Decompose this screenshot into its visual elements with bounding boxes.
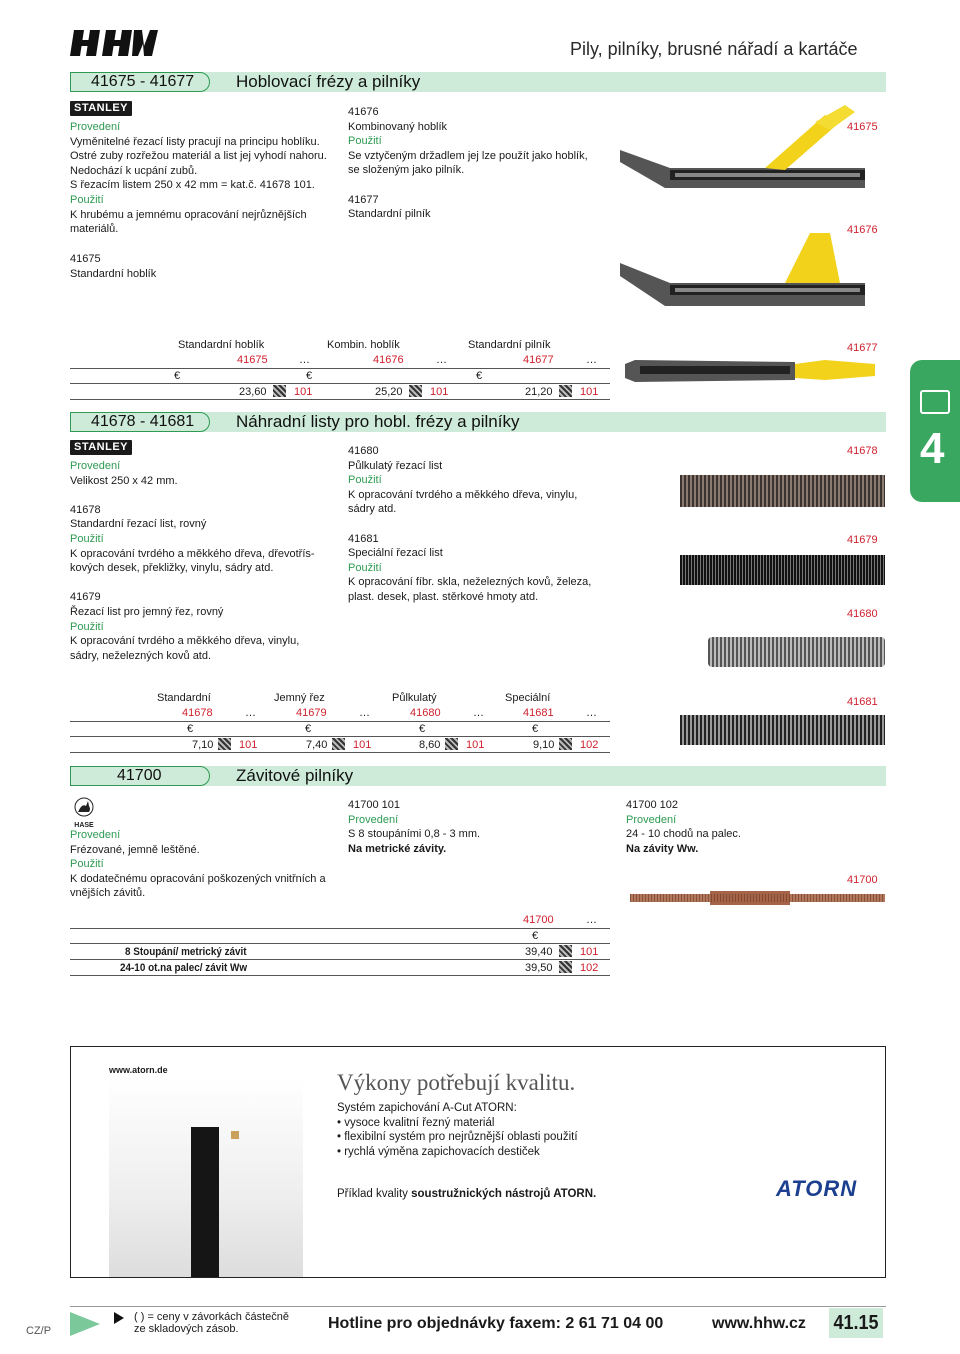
text-line: 24 - 10 chodů na palec. [626,828,741,841]
text-line: Provedení [626,813,677,826]
ellipsis: … [299,354,310,366]
text-line: vnějších závitů. [70,887,146,900]
qr-icon [445,738,458,750]
variant-code: 101 [353,739,372,751]
text-line: Standardní pilník [348,208,431,221]
table-code: 41681 [523,707,554,719]
variant-code: 101 [580,386,599,398]
page-number: 41.15 [829,1308,883,1338]
text-line: materiálů. [70,223,119,236]
currency: € [532,930,539,942]
text-line: Řezací list pro jemný řez, rovný [70,605,224,618]
ad-caption [337,1187,596,1202]
currency: € [305,723,312,735]
sec3-left-text [70,828,326,901]
footer-note [134,1311,289,1335]
text-line [70,576,315,591]
text-line: Standardní řezací list, rovný [70,518,207,531]
chapter-tab[interactable] [910,360,960,502]
variant-code: 102 [580,739,599,751]
image-code: 41677 [847,342,878,354]
image-code: 41678 [847,445,878,457]
hase-brand: HASE [74,821,94,829]
text-line [348,178,588,193]
text-line: 41679 [70,591,101,604]
text-line: Kombinovaný hoblík [348,120,448,133]
table-header: Speciální [505,692,551,704]
image-code: 41676 [847,224,878,236]
section-codes: 41678 - 41681 [70,412,210,432]
variant-code: 102 [580,962,599,974]
combination-plane-image [615,100,870,195]
play-icon [114,1312,126,1324]
qr-icon [559,738,572,750]
footer-country: CZ/P [26,1325,52,1337]
text-line: Nedochází k ucpání zubů. [70,164,198,177]
text-line: Provedení [70,829,121,841]
image-code: 41675 [847,121,878,133]
image-code: 41679 [847,534,878,546]
stanley-logo: STANLEY [70,101,132,116]
text-line: K opracování tvrdého a měkkého dřeva, vinylu, [70,635,300,648]
text-line: K hrubému a jemnému opracování nejrůznějších [70,208,307,221]
table-code: 41680 [410,707,441,719]
text-line: Použití [348,474,382,487]
stanley-logo: STANLEY [70,440,132,455]
image-code: 41681 [847,696,878,708]
blade-halfround-image [708,637,885,667]
currency: € [306,370,313,382]
variant-code: 101 [294,386,313,398]
text-line: Půlkulatý řezací list [348,459,443,472]
ellipsis: … [436,354,447,366]
text-line: 41681 [348,532,379,545]
text-line: 41675 [70,253,101,265]
saw-blade-icon [920,390,950,414]
text-line: Vyměnitelné řezací listy pracují na principu hoblíku. [70,135,320,148]
hase-logo [70,797,98,827]
footer-hotline: Hotline pro objednávky faxem: 2 61 71 04 00 [328,1315,664,1332]
variant-code: 101 [239,739,258,751]
text-line: Na metrické závity. [348,842,447,855]
text-line: Provedení [70,121,121,133]
text-line: 41677 [348,193,379,206]
price: 39,40 [525,946,553,958]
table-header: Kombin. hoblík [327,339,400,351]
price: 39,50 [525,962,553,974]
text-line [70,488,315,503]
qr-icon [559,961,572,973]
table-code: 41676 [373,354,404,366]
row-label: 24-10 ot.na palec/ závit Ww [120,962,248,974]
table-header: Půlkulatý [392,692,437,704]
text-line: S řezacím listem 250 x 42 mm = kat.č. 41678 101. [70,179,315,192]
text-line: Použití [348,561,382,574]
ad-line: • rychlá výměna zapichovacích destiček [337,1145,540,1158]
text-line: Ostré zuby rozřežou materiál a list jej vyhodí nahoru. [70,150,327,163]
ellipsis: … [586,354,597,366]
blade-special-image [680,715,885,745]
section-codes: 41675 - 41677 [70,72,210,92]
hare-icon [70,797,98,817]
blade-standard-image [680,475,885,507]
ellipsis: … [359,707,370,719]
section-title: Náhradní listy pro hobl. frézy a pilníky [236,412,520,431]
chapter-number: 4 [920,424,945,473]
table-header: Standardní pilník [468,339,551,351]
image-code: 41700 [847,874,878,886]
footer-divider [70,1306,886,1307]
text-line: 41700 101 [348,799,400,811]
price: 23,60 [239,386,267,398]
blade-fine-image [680,555,885,585]
text-line: 41676 [348,106,379,118]
text-line: Použití [70,620,104,633]
sec2-left-text [70,459,315,663]
sec2-price-table [70,691,610,751]
sec1-left-text-2 [70,252,156,281]
currency: € [187,723,194,735]
text-line: Použití [70,532,104,545]
variant-code: 101 [466,739,485,751]
sec2-mid-text [348,444,591,605]
thread-file-image [630,888,885,908]
footer-website[interactable]: www.hhw.cz [712,1315,806,1332]
arrow-icon [70,1312,100,1336]
text-line: S 8 stoupáními 0,8 - 3 mm. [348,828,481,841]
text-line: Použití [70,858,104,871]
table-code: 41679 [296,707,327,719]
qr-icon [332,738,345,750]
ellipsis: … [245,707,256,719]
hhw-logo [70,28,162,58]
ad-url: www.atorn.de [109,1065,168,1075]
ad-line: • flexibilní systém pro nejrůznější oblasti použití [337,1131,578,1144]
price: 9,10 [533,739,555,751]
standard-file-image [625,352,880,392]
table-code: 41677 [523,354,554,366]
ad-caption-bold: soustružnických nástrojů ATORN. [411,1188,597,1200]
ad-headline: Výkony potřebují kvalitu. [337,1070,576,1095]
text-line: Provedení [348,813,399,826]
text-line: K dodatečnému opracování poškozených vnitřních a [70,872,326,885]
row-label: 8 Stoupání/ metrický závit [125,946,247,958]
currency: € [174,370,181,382]
sec1-mid-text [348,105,588,222]
price: 8,60 [419,739,441,751]
insert-tip-shape [231,1131,239,1139]
qr-icon [218,738,231,750]
ad-caption-pre: Příklad kvality [337,1188,412,1200]
standard-plane-image [615,228,870,323]
table-code: 41675 [237,354,268,366]
price: 25,20 [375,386,403,398]
sec3-price-table [70,913,610,977]
qr-icon [409,385,422,397]
text-line: Použití [348,135,382,148]
variant-code: 101 [580,946,599,958]
sec1-left-text [70,120,327,237]
price: 21,20 [525,386,553,398]
footer-note-2: ze skladových zásob. [134,1323,239,1335]
footer-note-1: ( ) = ceny v závorkách částečně [134,1311,289,1323]
text-line: 41680 [348,445,379,457]
text-line: se složeným jako pilník. [348,164,465,177]
table-code: 41678 [182,707,213,719]
table-header: Standardní [157,692,211,704]
text-line: Se vztyčeným držadlem jej lze použít jako hoblík, [348,149,588,162]
ellipsis: … [586,707,597,719]
tool-holder-shape [191,1127,219,1277]
text-line [348,517,591,532]
price: 7,40 [306,739,328,751]
text-line: Standardní hoblík [70,267,157,280]
price: 7,10 [192,739,214,751]
ad-line: • vysoce kvalitní řezný materiál [337,1116,495,1129]
currency: € [476,370,483,382]
qr-icon [273,385,286,397]
text-line: kových desek, překližky, vinylu, sádry atd. [70,562,274,575]
qr-icon [559,945,572,957]
text-line: Frézované, jemně leštěné. [70,843,200,856]
ellipsis: … [473,707,484,719]
text-line: 41700 102 [626,799,678,811]
text-line: sádry, neželezných kovů atd. [70,649,212,662]
sec3-mid-text [348,798,480,856]
text-line: Speciální řezací list [348,547,443,560]
currency: € [532,723,539,735]
text-line: Velikost 250 x 42 mm. [70,474,178,487]
text-line: K opracování tvrdého a měkkého dřeva, dřevotřís- [70,547,315,560]
qr-icon [559,385,572,397]
atorn-advertisement [70,1046,886,1278]
text-line: Použití [70,193,104,206]
text-line: K opracování fíbr. skla, neželezných kovů, železa, [348,576,592,589]
ad-line: Systém zapichování A-Cut ATORN: [337,1102,517,1114]
text-line: Provedení [70,460,121,472]
currency: € [419,723,426,735]
table-header: Standardní hoblík [178,339,265,351]
atorn-logo: ATORN [776,1176,858,1201]
table-header: Jemný řez [274,692,325,704]
text-line: K opracování tvrdého a měkkého dřeva, vinylu, [348,488,578,501]
text-line: 41678 [70,503,101,516]
variant-code: 101 [430,386,449,398]
section-title: Závitové pilníky [236,766,354,785]
section-title: Hoblovací frézy a pilníky [236,72,421,91]
sec3-right-text [626,798,741,856]
ad-image [109,1077,303,1277]
ad-body [337,1101,578,1159]
section-codes: 41700 [70,766,210,786]
table-code: 41700 [523,914,554,926]
image-code: 41680 [847,608,878,620]
text-line: plast. desek, plast. stěrkové hmoty atd. [348,590,539,603]
text-line: sádry atd. [348,503,397,516]
text-line: Na závity Ww. [626,842,699,855]
ellipsis: … [586,914,597,926]
sec1-price-table [70,338,610,398]
page-header-title: Pily, pilníky, brusné nářadí a kartáče [570,39,858,59]
